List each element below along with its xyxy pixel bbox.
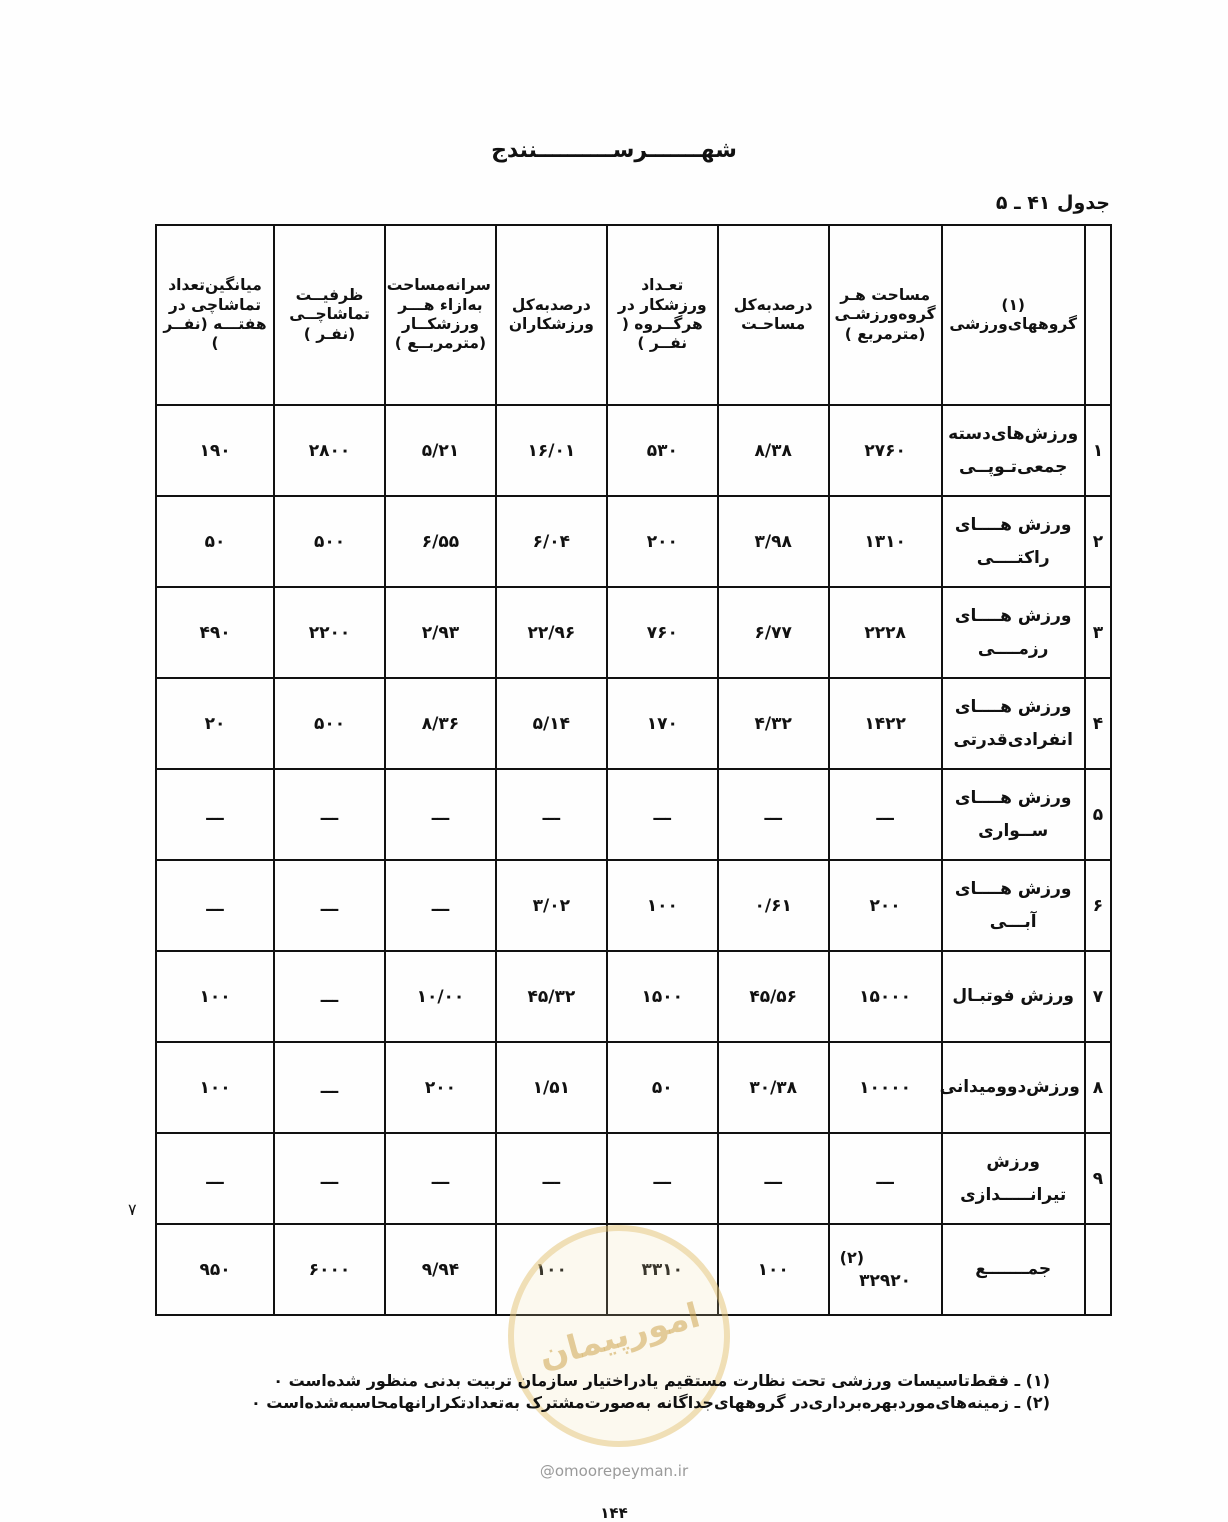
row-spectators: ۱۰۰ <box>156 1042 274 1133</box>
website-watermark: @omoorepeyman.ir <box>539 1462 689 1480</box>
row-athletes-percent: ـــ <box>496 769 607 860</box>
row-per-capita: ۲/۹۳ <box>385 587 496 678</box>
row-spectators: ۱۰۰ <box>156 951 274 1042</box>
header-athletes: تعـداد ورزشکار در هرگــروه ( نفــر ) <box>607 225 718 405</box>
row-athletes: ۱۵۰۰ <box>607 951 718 1042</box>
row-group: ورزش هــــای آبـــی <box>942 860 1085 951</box>
row-group: ورزش‌های‌دسته جمعی‌تـوپــی <box>942 405 1085 496</box>
row-area: ۱۰۰۰۰ <box>829 1042 942 1133</box>
row-spectators: ۴۹۰ <box>156 587 274 678</box>
sports-table <box>155 224 1112 1316</box>
row-area-percent: ۳۰/۳۸ <box>718 1042 829 1133</box>
row-area-percent: ۴/۳۲ <box>718 678 829 769</box>
row-athletes: ـــ <box>607 769 718 860</box>
row-per-capita: ـــ <box>385 769 496 860</box>
row-group: ورزش فوتبـال <box>942 951 1085 1042</box>
table-row <box>156 860 1111 951</box>
row-capacity: ـــ <box>274 860 385 951</box>
row-index: ۱ <box>1085 405 1111 496</box>
row-spectators: ـــ <box>156 860 274 951</box>
footnotes <box>251 1370 1050 1415</box>
row-spectators: ـــ <box>156 769 274 860</box>
page-title: شهـــــــرســــــــــنندج <box>491 138 737 163</box>
row-area: ـــ <box>829 1133 942 1224</box>
row-area-percent: ۴۵/۵۶ <box>718 951 829 1042</box>
row-area-percent: ۳/۹۸ <box>718 496 829 587</box>
header-capacity: ظرفیــت تماشاچــی (نفـر ) <box>274 225 385 405</box>
header-area: مساحت هـر گروه‌ورزشـی (مترمربع ) <box>829 225 942 405</box>
table-row <box>156 769 1111 860</box>
header-index <box>1085 225 1111 405</box>
row-group: ورزش هــــای ســواری <box>942 769 1085 860</box>
row-index: ۹ <box>1085 1133 1111 1224</box>
row-athletes-percent: ۲۲/۹۶ <box>496 587 607 678</box>
row-area: ۲۲۲۸ <box>829 587 942 678</box>
row-index: ۳ <box>1085 587 1111 678</box>
row-index: ۴ <box>1085 678 1111 769</box>
row-group: ورزش تیرانـــــدازی <box>942 1133 1085 1224</box>
total-spectators: ۹۵۰ <box>156 1224 274 1315</box>
row-area: ۲۰۰ <box>829 860 942 951</box>
row-athletes-percent: ۴۵/۳۲ <box>496 951 607 1042</box>
row-per-capita: ـــ <box>385 1133 496 1224</box>
row-per-capita: ۵/۲۱ <box>385 405 496 496</box>
footnote-2: (۲) ـ زمینه‌های‌موردبهره‌برداری‌در گروههای‌جداگانه به‌صورت‌مشترک به‌تعدادتکرارانها‌محاسبه‌شده‌است ۰ <box>250 1393 1050 1413</box>
page-number: ۱۴۴ <box>600 1504 628 1522</box>
row-per-capita: ۶/۵۵ <box>385 496 496 587</box>
row-per-capita: ۱۰/۰۰ <box>385 951 496 1042</box>
total-athletes-percent: ۱۰۰ <box>496 1224 607 1315</box>
row-per-capita: ۲۰۰ <box>385 1042 496 1133</box>
header-per-capita: سرانه‌مساحت به‌ازاء هـــر ورزشکــار (مترمربــع ) <box>385 225 496 405</box>
row-area-percent: ـــ <box>718 1133 829 1224</box>
row-capacity: ۵۰۰ <box>274 496 385 587</box>
footnote-1: (۱) ـ فقط‌تاسیسات ورزشی تحت نظارت مستقیم یادراختیار سازمان تربیت بدنی منظور شده‌است ۰ <box>273 1371 1050 1390</box>
row-spectators: ۱۹۰ <box>156 405 274 496</box>
row-area-percent: ۶/۷۷ <box>718 587 829 678</box>
row-capacity: ـــ <box>274 769 385 860</box>
table-row <box>156 1133 1111 1224</box>
row-area-percent: ۰/۶۱ <box>718 860 829 951</box>
total-label: جمـــــــع <box>942 1224 1085 1315</box>
row-athletes: ۲۰۰ <box>607 496 718 587</box>
row-capacity: ـــ <box>274 951 385 1042</box>
row-athletes-percent: ـــ <box>496 1133 607 1224</box>
row-spectators: ۲۰ <box>156 678 274 769</box>
row-athletes-percent: ۶/۰۴ <box>496 496 607 587</box>
table-row <box>156 678 1111 769</box>
header-row <box>156 225 1111 405</box>
row-area: ۱۳۱۰ <box>829 496 942 587</box>
table-row <box>156 405 1111 496</box>
row-index: ۲ <box>1085 496 1111 587</box>
row-index: ۵ <box>1085 769 1111 860</box>
row-per-capita: ـــ <box>385 860 496 951</box>
row-index: ۸ <box>1085 1042 1111 1133</box>
table-row <box>156 587 1111 678</box>
watermark-text: امورپیمان <box>534 1295 704 1377</box>
row-area-percent: ـــ <box>718 769 829 860</box>
row-area: ۱۵۰۰۰ <box>829 951 942 1042</box>
total-area-note: (۲) <box>839 1248 865 1267</box>
row-athletes-percent: ۳/۰۲ <box>496 860 607 951</box>
row-athletes: ـــ <box>607 1133 718 1224</box>
total-area-percent: ۱۰۰ <box>718 1224 829 1315</box>
row-index: ۷ <box>1085 951 1111 1042</box>
row-athletes: ۷۶۰ <box>607 587 718 678</box>
row-area: ۱۴۲۲ <box>829 678 942 769</box>
row-capacity: ـــ <box>274 1133 385 1224</box>
row-spectators: ۵۰ <box>156 496 274 587</box>
row-capacity: ۲۸۰۰ <box>274 405 385 496</box>
row-area: ۲۷۶۰ <box>829 405 942 496</box>
total-athletes: ۳۳۱۰ <box>607 1224 718 1315</box>
row-athletes-percent: ۵/۱۴ <box>496 678 607 769</box>
header-weekly-spectators: میانگین‌تعداد تماشاچی در هفتـــه (نفــر ) <box>156 225 274 405</box>
row-group: ورزش هــــای انفرادی‌قدرتی <box>942 678 1085 769</box>
row-spectators: ـــ <box>156 1133 274 1224</box>
row-group: ورزش‌دوومیدانی <box>942 1042 1085 1133</box>
row-area-percent: ۸/۳۸ <box>718 405 829 496</box>
margin-mark: ٧ <box>128 1200 137 1219</box>
total-per-capita: ۹/۹۴ <box>385 1224 496 1315</box>
row-capacity: ۲۲۰۰ <box>274 587 385 678</box>
table-row <box>156 1042 1111 1133</box>
table-row <box>156 496 1111 587</box>
total-capacity: ۶۰۰۰ <box>274 1224 385 1315</box>
row-per-capita: ۸/۳۶ <box>385 678 496 769</box>
total-area-value: ۳۲۹۲۰ <box>859 1271 912 1291</box>
row-athletes: ۵۳۰ <box>607 405 718 496</box>
row-athletes: ۱۰۰ <box>607 860 718 951</box>
total-index <box>1085 1224 1111 1315</box>
row-athletes: ۱۷۰ <box>607 678 718 769</box>
row-group: ورزش هــــای راکتــــی <box>942 496 1085 587</box>
header-area-percent: درصدبه‌کل مساحـت <box>718 225 829 405</box>
row-capacity: ـــ <box>274 1042 385 1133</box>
table-number: جدول ۴۱ ـ ۵ <box>995 192 1110 214</box>
total-row <box>156 1224 1111 1315</box>
row-capacity: ۵۰۰ <box>274 678 385 769</box>
table-row <box>156 951 1111 1042</box>
row-athletes-percent: ۱۶/۰۱ <box>496 405 607 496</box>
row-index: ۶ <box>1085 860 1111 951</box>
row-area: ـــ <box>829 769 942 860</box>
row-group: ورزش هــــای رزمــــی <box>942 587 1085 678</box>
row-athletes-percent: ۱/۵۱ <box>496 1042 607 1133</box>
row-athletes: ۵۰ <box>607 1042 718 1133</box>
header-athletes-percent: درصدبه‌کل ورزشکاران <box>496 225 607 405</box>
header-group: (۱) گروههای‌ورزشی <box>942 225 1085 405</box>
total-area <box>829 1224 942 1315</box>
